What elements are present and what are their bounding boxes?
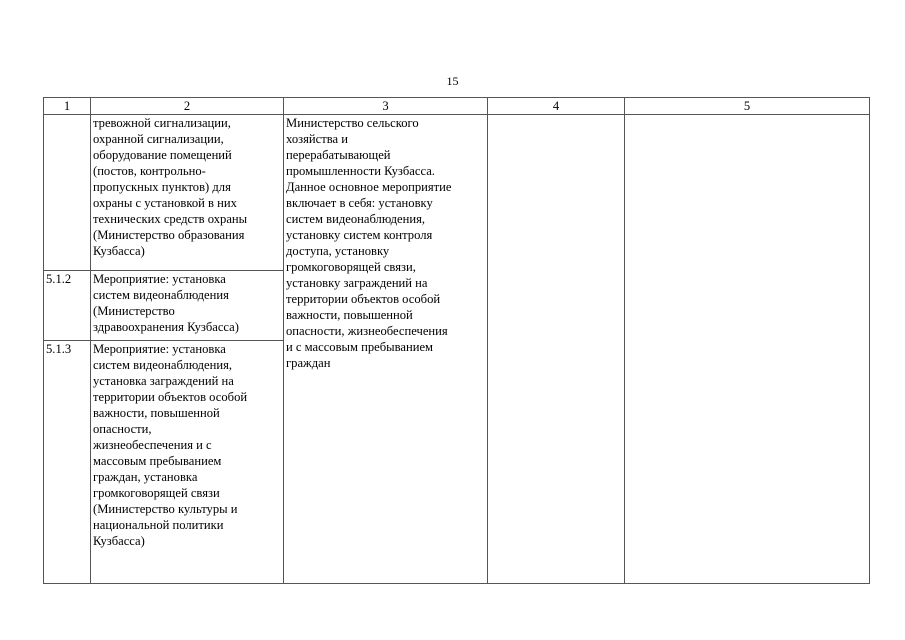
page-number: 15: [446, 74, 459, 88]
measure-description: Мероприятие: установка систем видеонаблюдения (Министерство здравоохранения Кузбасса): [91, 271, 284, 341]
header-col-5: 5: [625, 98, 870, 115]
row-number: [44, 115, 91, 271]
header-row: [44, 98, 870, 115]
responsible-executor-description: Министерство сельского хозяйства и перерабатывающей промышленности Кузбасса. Данное основное мероприятие включает в себя: установку систем видеонаблюдения, установку систем контроля доступа, установку громкоговорящей связи, установку заграждений на территории объектов особой важности, повышенной опасности, жизнеобеспечения и с массовым пребыванием граждан: [284, 115, 488, 584]
measure-description: Мероприятие: установка систем видеонаблюдения, установка заграждений на территории объектов особой важности, повышенной опасности, жизнеобеспечения и с массовым пребыванием граждан, установка громкоговорящей связи (Министерство культуры и национальной политики Кузбасса): [91, 341, 284, 584]
header-col-1: 1: [44, 98, 91, 115]
program-table: [43, 97, 870, 584]
header-col-4: 4: [488, 98, 625, 115]
table-row: [44, 115, 870, 271]
column-5-cell: [625, 115, 870, 584]
measure-description: тревожной сигнализации, охранной сигнализации, оборудование помещений (постов, контрольно- пропускных пунктов) для охраны с установкой в них технических средств охраны (Министерство образования Кузбасса): [91, 115, 284, 271]
row-number: 5.1.3: [44, 341, 91, 584]
header-col-3: 3: [284, 98, 488, 115]
row-number: 5.1.2: [44, 271, 91, 341]
column-4-cell: [488, 115, 625, 584]
header-col-2: 2: [91, 98, 284, 115]
